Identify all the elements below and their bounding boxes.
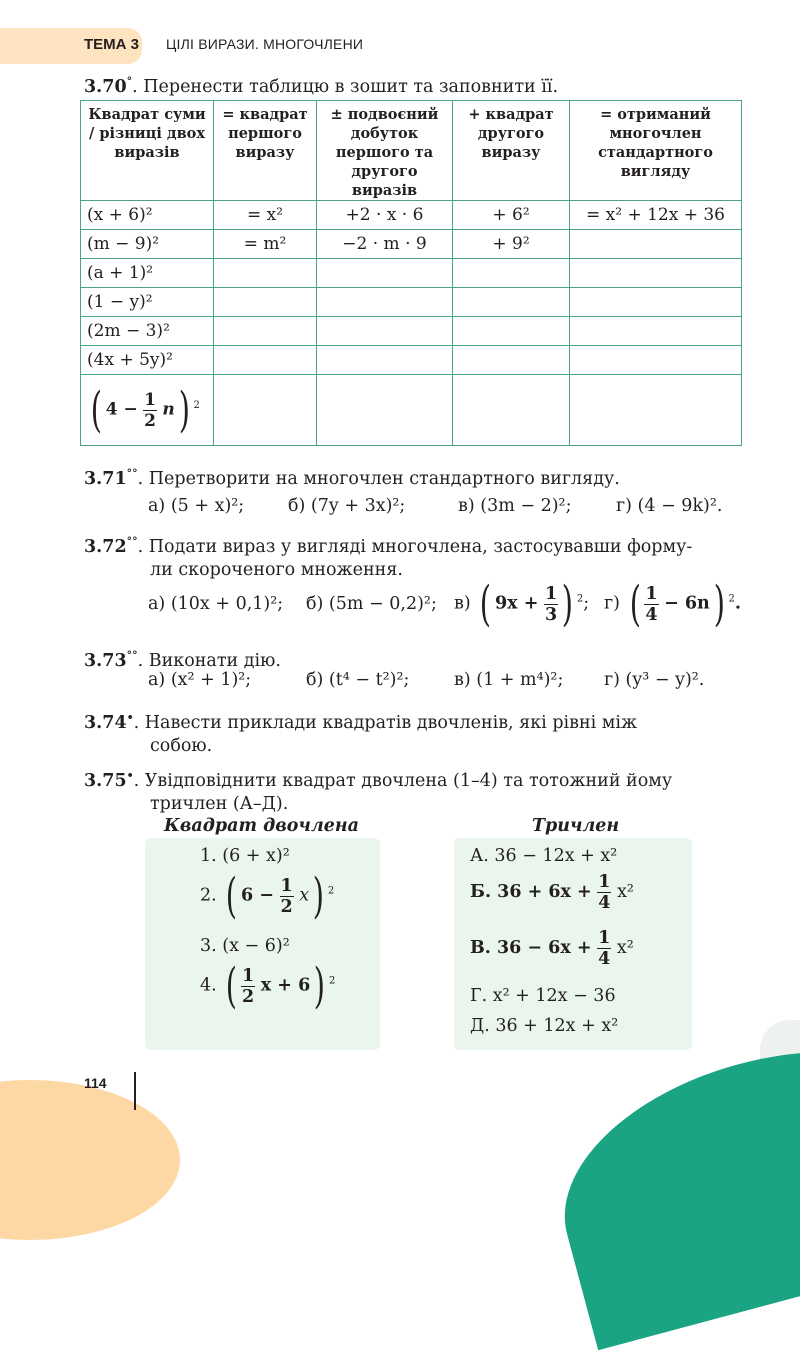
- table-cell: [570, 259, 742, 288]
- table-cell: [453, 346, 570, 375]
- table-cell: [317, 375, 453, 446]
- right-column-heading: Тричлен: [532, 816, 620, 836]
- table-header: + квадрат другого виразу: [453, 101, 570, 201]
- option-c: в) (3m − 2)²;: [458, 496, 572, 516]
- table-row: [81, 317, 742, 346]
- binomial-item-1: 1. (6 + x)²: [200, 846, 290, 866]
- table-cell: + 6²: [453, 201, 570, 230]
- task-number: 3.70°: [84, 75, 133, 97]
- table-cell: = x²: [214, 201, 317, 230]
- task-3-71: [84, 462, 620, 491]
- table-cell: [453, 259, 570, 288]
- table-header: = отриманий многочлен стандартного вигляду: [570, 101, 742, 201]
- left-column-heading: Квадрат двочлена: [164, 816, 359, 836]
- trinomial-item-e: Д. 36 + 12x + x²: [470, 1016, 619, 1036]
- corner-decoration-green: [536, 1010, 800, 1350]
- table-cell: [570, 317, 742, 346]
- table-row: [81, 230, 742, 259]
- option-a: а) (10x + 0,1)²;: [148, 594, 284, 614]
- task-number: 3.74•: [84, 711, 134, 733]
- page-divider: [134, 1072, 136, 1110]
- table-cell: (x + 6)²: [81, 201, 214, 230]
- table-header: Квадрат суми / різниці двох виразів: [81, 101, 214, 201]
- task-3-72-options: [0, 576, 800, 640]
- table-cell: [317, 259, 453, 288]
- page-number: 114: [84, 1075, 107, 1091]
- table-cell: = m²: [214, 230, 317, 259]
- task-number: 3.72°°: [84, 535, 138, 557]
- expansion-table: [80, 100, 742, 446]
- table-cell: [214, 346, 317, 375]
- table-cell: [214, 375, 317, 446]
- table-cell: = x² + 12x + 36: [570, 201, 742, 230]
- topic-label: ТЕМА 3: [84, 36, 140, 53]
- table-cell: [453, 317, 570, 346]
- binomial-item-2: 2. ( 6 − $\frac{1}{2}$ x) $^2$: [200, 868, 335, 924]
- trinomial-item-c: В. 36 − 6x + $\frac{1}{4}$ x²: [470, 928, 634, 969]
- task-number: 3.75•: [84, 769, 134, 791]
- table-row: [81, 201, 742, 230]
- table-cell: [317, 346, 453, 375]
- option-b: б) (7y + 3x)²;: [288, 496, 406, 516]
- option-d: г) (4 − 9k)².: [616, 496, 723, 516]
- task-text: . Навести приклади квадратів двочленів, які рівні між: [133, 712, 638, 733]
- table-cell: [214, 317, 317, 346]
- binomial-item-4: 4. ( $\frac{1}{2}$ x + 6) $^2$: [200, 958, 336, 1014]
- table-cell: [317, 317, 453, 346]
- task-text-cont: собою.: [150, 735, 213, 756]
- table-cell: [570, 230, 742, 259]
- option-d: г) (y³ − y)².: [604, 670, 705, 690]
- task-text: . Увідповіднити квадрат двочлена (1–4) та тотожний йому: [133, 770, 673, 791]
- task-3-74: [84, 706, 744, 758]
- table-cell: [453, 288, 570, 317]
- option-b: б) (5m − 0,2)²;: [306, 594, 437, 614]
- table-row: [81, 288, 742, 317]
- table-cell: [214, 288, 317, 317]
- table-row: [81, 346, 742, 375]
- table-cell: (2m − 3)²: [81, 317, 214, 346]
- task-3-70: [84, 70, 558, 99]
- task-number: 3.73°°: [84, 649, 138, 671]
- table-cell: (m − 9)²: [81, 230, 214, 259]
- trinomial-item-d: Г. x² + 12x − 36: [470, 986, 616, 1006]
- task-3-75: [84, 764, 744, 816]
- table-row: [81, 375, 742, 446]
- table-cell: ( 4 − $\frac{1}{2}$ n) $^2$: [81, 375, 214, 446]
- table-cell: [570, 346, 742, 375]
- chapter-title: ЦІЛІ ВИРАЗИ. МНОГОЧЛЕНИ: [166, 36, 364, 52]
- option-b: б) (t⁴ − t²)²;: [306, 670, 410, 690]
- trinomial-item-a: А. 36 − 12x + x²: [470, 846, 618, 866]
- table-cell: −2 · m · 9: [317, 230, 453, 259]
- trinomial-item-b: Б. 36 + 6x + $\frac{1}{4}$ x²: [470, 872, 634, 913]
- option-c: в) ( 9x + $\frac{1}{3}$ ) $^2$;: [454, 576, 590, 632]
- table-cell: [214, 259, 317, 288]
- table-cell: + 9²: [453, 230, 570, 259]
- table-header: = квадрат першого виразу: [214, 101, 317, 201]
- option-a: а) (x² + 1)²;: [148, 670, 252, 690]
- table-cell: (4x + 5y)²: [81, 346, 214, 375]
- table-header-row: [81, 101, 742, 201]
- table-header: ± подвоєний добуток першого та другого виразів: [317, 101, 453, 201]
- table-cell: [317, 288, 453, 317]
- task-text: . Подати вираз у вигляді многочлена, застосувавши форму-: [137, 536, 693, 557]
- table-cell: +2 · x · 6: [317, 201, 453, 230]
- table-cell: (a + 1)²: [81, 259, 214, 288]
- task-text-cont: ли скороченого множення.: [150, 559, 403, 580]
- binomial-item-3: 3. (x − 6)²: [200, 936, 290, 956]
- task-text: . Перетворити на многочлен стандартного вигляду.: [137, 468, 620, 489]
- table-cell: [570, 375, 742, 446]
- task-text-cont: тричлен (А–Д).: [150, 793, 289, 814]
- table-cell: [453, 375, 570, 446]
- task-text: . Перенести таблицю в зошит та заповнити її.: [132, 76, 559, 97]
- task-3-72: [84, 530, 692, 582]
- task-number: 3.71°°: [84, 467, 138, 489]
- option-a: а) (5 + x)²;: [148, 496, 245, 516]
- task-text: . Виконати дію.: [137, 650, 281, 671]
- table-row: [81, 259, 742, 288]
- table-cell: [570, 288, 742, 317]
- option-c: в) (1 + m⁴)²;: [454, 670, 564, 690]
- corner-decoration-orange: [0, 1080, 180, 1240]
- option-d: г) ( $\frac{1}{4}$ − 6n) $^2$.: [604, 576, 741, 632]
- table-cell: (1 − y)²: [81, 288, 214, 317]
